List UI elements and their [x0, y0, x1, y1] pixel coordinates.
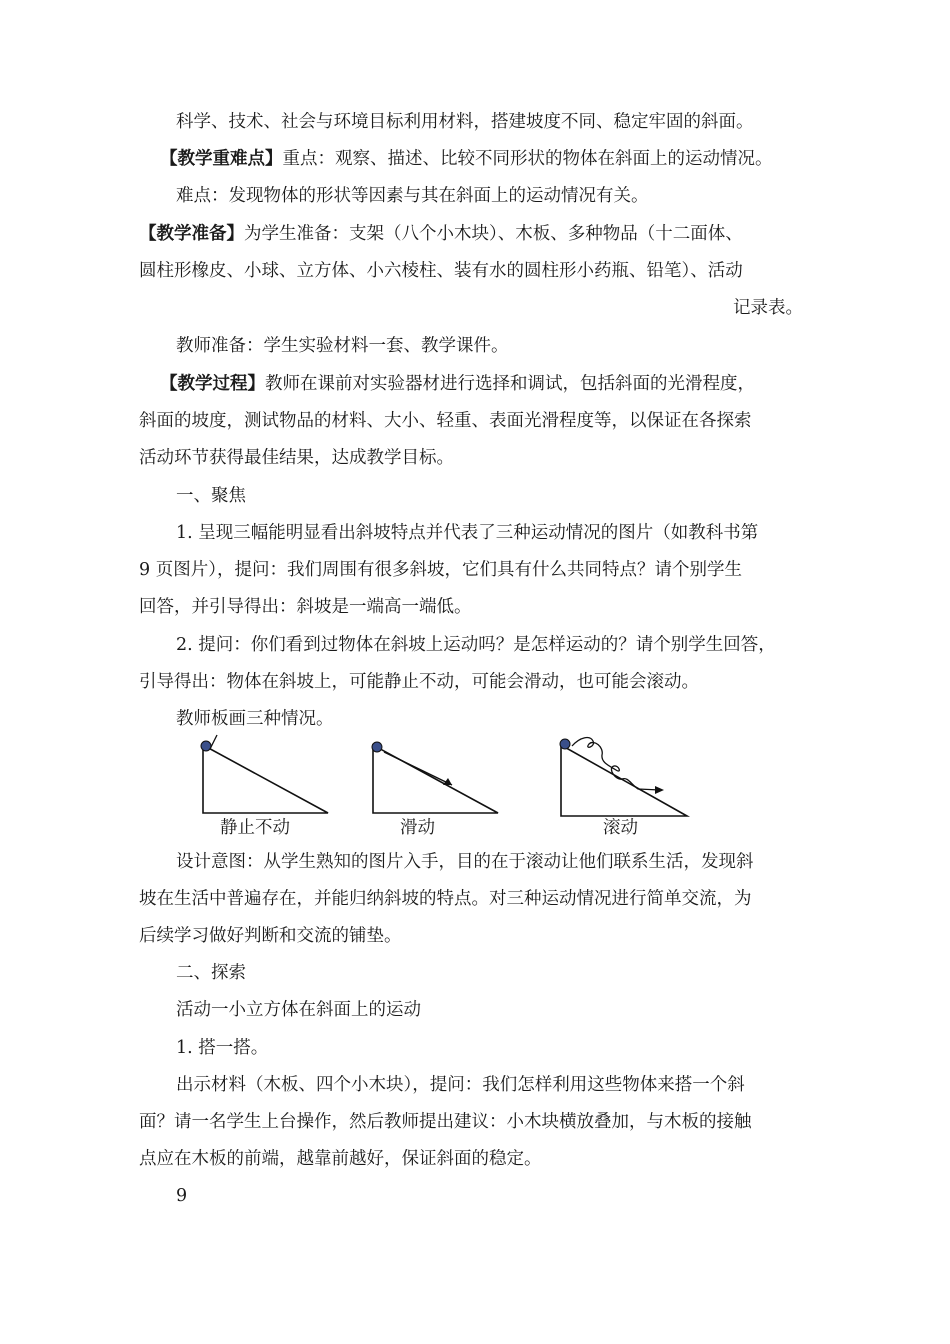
- slope-motion-figure: [170, 733, 710, 843]
- caption-static: 静止不动: [220, 818, 290, 838]
- text-line: 面？请一名学生上台操作，然后教师提出建议：小木块横放叠加，与木板的接触: [139, 1112, 752, 1132]
- text-line: 教师板画三种情况。: [176, 709, 334, 729]
- text-line: 科学、技术、社会与环境目标利用材料，搭建坡度不同、稳定牢固的斜面。: [176, 112, 754, 132]
- text-line: 圆柱形橡皮、小球、立方体、小六棱柱、装有水的圆柱形小药瓶、铅笔）、活动: [139, 261, 743, 281]
- text-line: 活动环节获得最佳结果，达成教学目标。: [139, 448, 454, 468]
- text-line: 点应在木板的前端，越靠前越好，保证斜面的稳定。: [139, 1149, 542, 1169]
- slope-sliding: [372, 742, 498, 813]
- section-heading: 【教学准备】: [139, 224, 244, 244]
- slope-rolling: [560, 738, 687, 816]
- caption-rolling: 滚动: [603, 818, 638, 838]
- text-line: 回答，并引导得出：斜坡是一端高一端低。: [139, 597, 472, 617]
- text-line: 教师准备：学生实验材料一套、教学课件。: [176, 336, 509, 356]
- text-line: 出示材料（木板、四个小木块），提问：我们怎样利用这些物体来搭一个斜: [176, 1075, 745, 1095]
- text-line: 设计意图：从学生熟知的图片入手，目的在于滚动让他们联系生活，发现斜: [176, 852, 754, 872]
- text-line: 1. 呈现三幅能明显看出斜坡特点并代表了三种运动情况的图片（如教科书第: [176, 523, 759, 543]
- text-line: 引导得出：物体在斜坡上，可能静止不动，可能会滑动，也可能会滚动。: [139, 672, 699, 692]
- text-line: 记录表。: [733, 298, 803, 318]
- text-line: 2. 提问：你们看到过物体在斜坡上运动吗？是怎样运动的？请个别学生回答，: [176, 635, 776, 655]
- text-line: [160, 372, 755, 396]
- text-line: 9 页图片），提问：我们周围有很多斜坡，它们具有什么共同特点？请个别学生: [139, 560, 742, 580]
- ball-static: [201, 741, 211, 751]
- section-heading: 【教学重难点】: [160, 149, 283, 169]
- text-line: [139, 222, 743, 246]
- text-span: 教师在课前对实验器材进行选择和调试，包括斜面的光滑程度，: [265, 374, 755, 394]
- text-line: 后续学习做好判断和交流的铺垫。: [139, 926, 402, 946]
- ball-sliding: [372, 742, 382, 752]
- page-number: 9: [176, 1186, 188, 1206]
- text-line: 活动一小立方体在斜面上的运动: [176, 1000, 421, 1020]
- section-title: 二、探索: [176, 963, 246, 983]
- text-span: 重点：观察、描述、比较不同形状的物体在斜面上的运动情况。: [282, 149, 773, 169]
- text-line: 难点：发现物体的形状等因素与其在斜面上的运动情况有关。: [176, 186, 649, 206]
- text-span: 为学生准备：支架（八个小木块）、木板、多种物品（十二面体、: [244, 224, 743, 244]
- text-line: 坡在生活中普遍存在，并能归纳斜坡的特点。对三种运动情况进行简单交流，为: [139, 889, 752, 909]
- section-title: 一、聚焦: [176, 486, 246, 506]
- text-line: 斜面的坡度，测试物品的材料、大小、轻重、表面光滑程度等，以保证在各探索: [139, 411, 752, 431]
- ball-rolling: [560, 739, 570, 749]
- caption-sliding: 滑动: [400, 818, 435, 838]
- text-line: [160, 147, 773, 171]
- section-heading: 【教学过程】: [160, 374, 265, 394]
- text-line: 1. 搭一搭。: [176, 1038, 269, 1058]
- slope-static: [201, 735, 328, 813]
